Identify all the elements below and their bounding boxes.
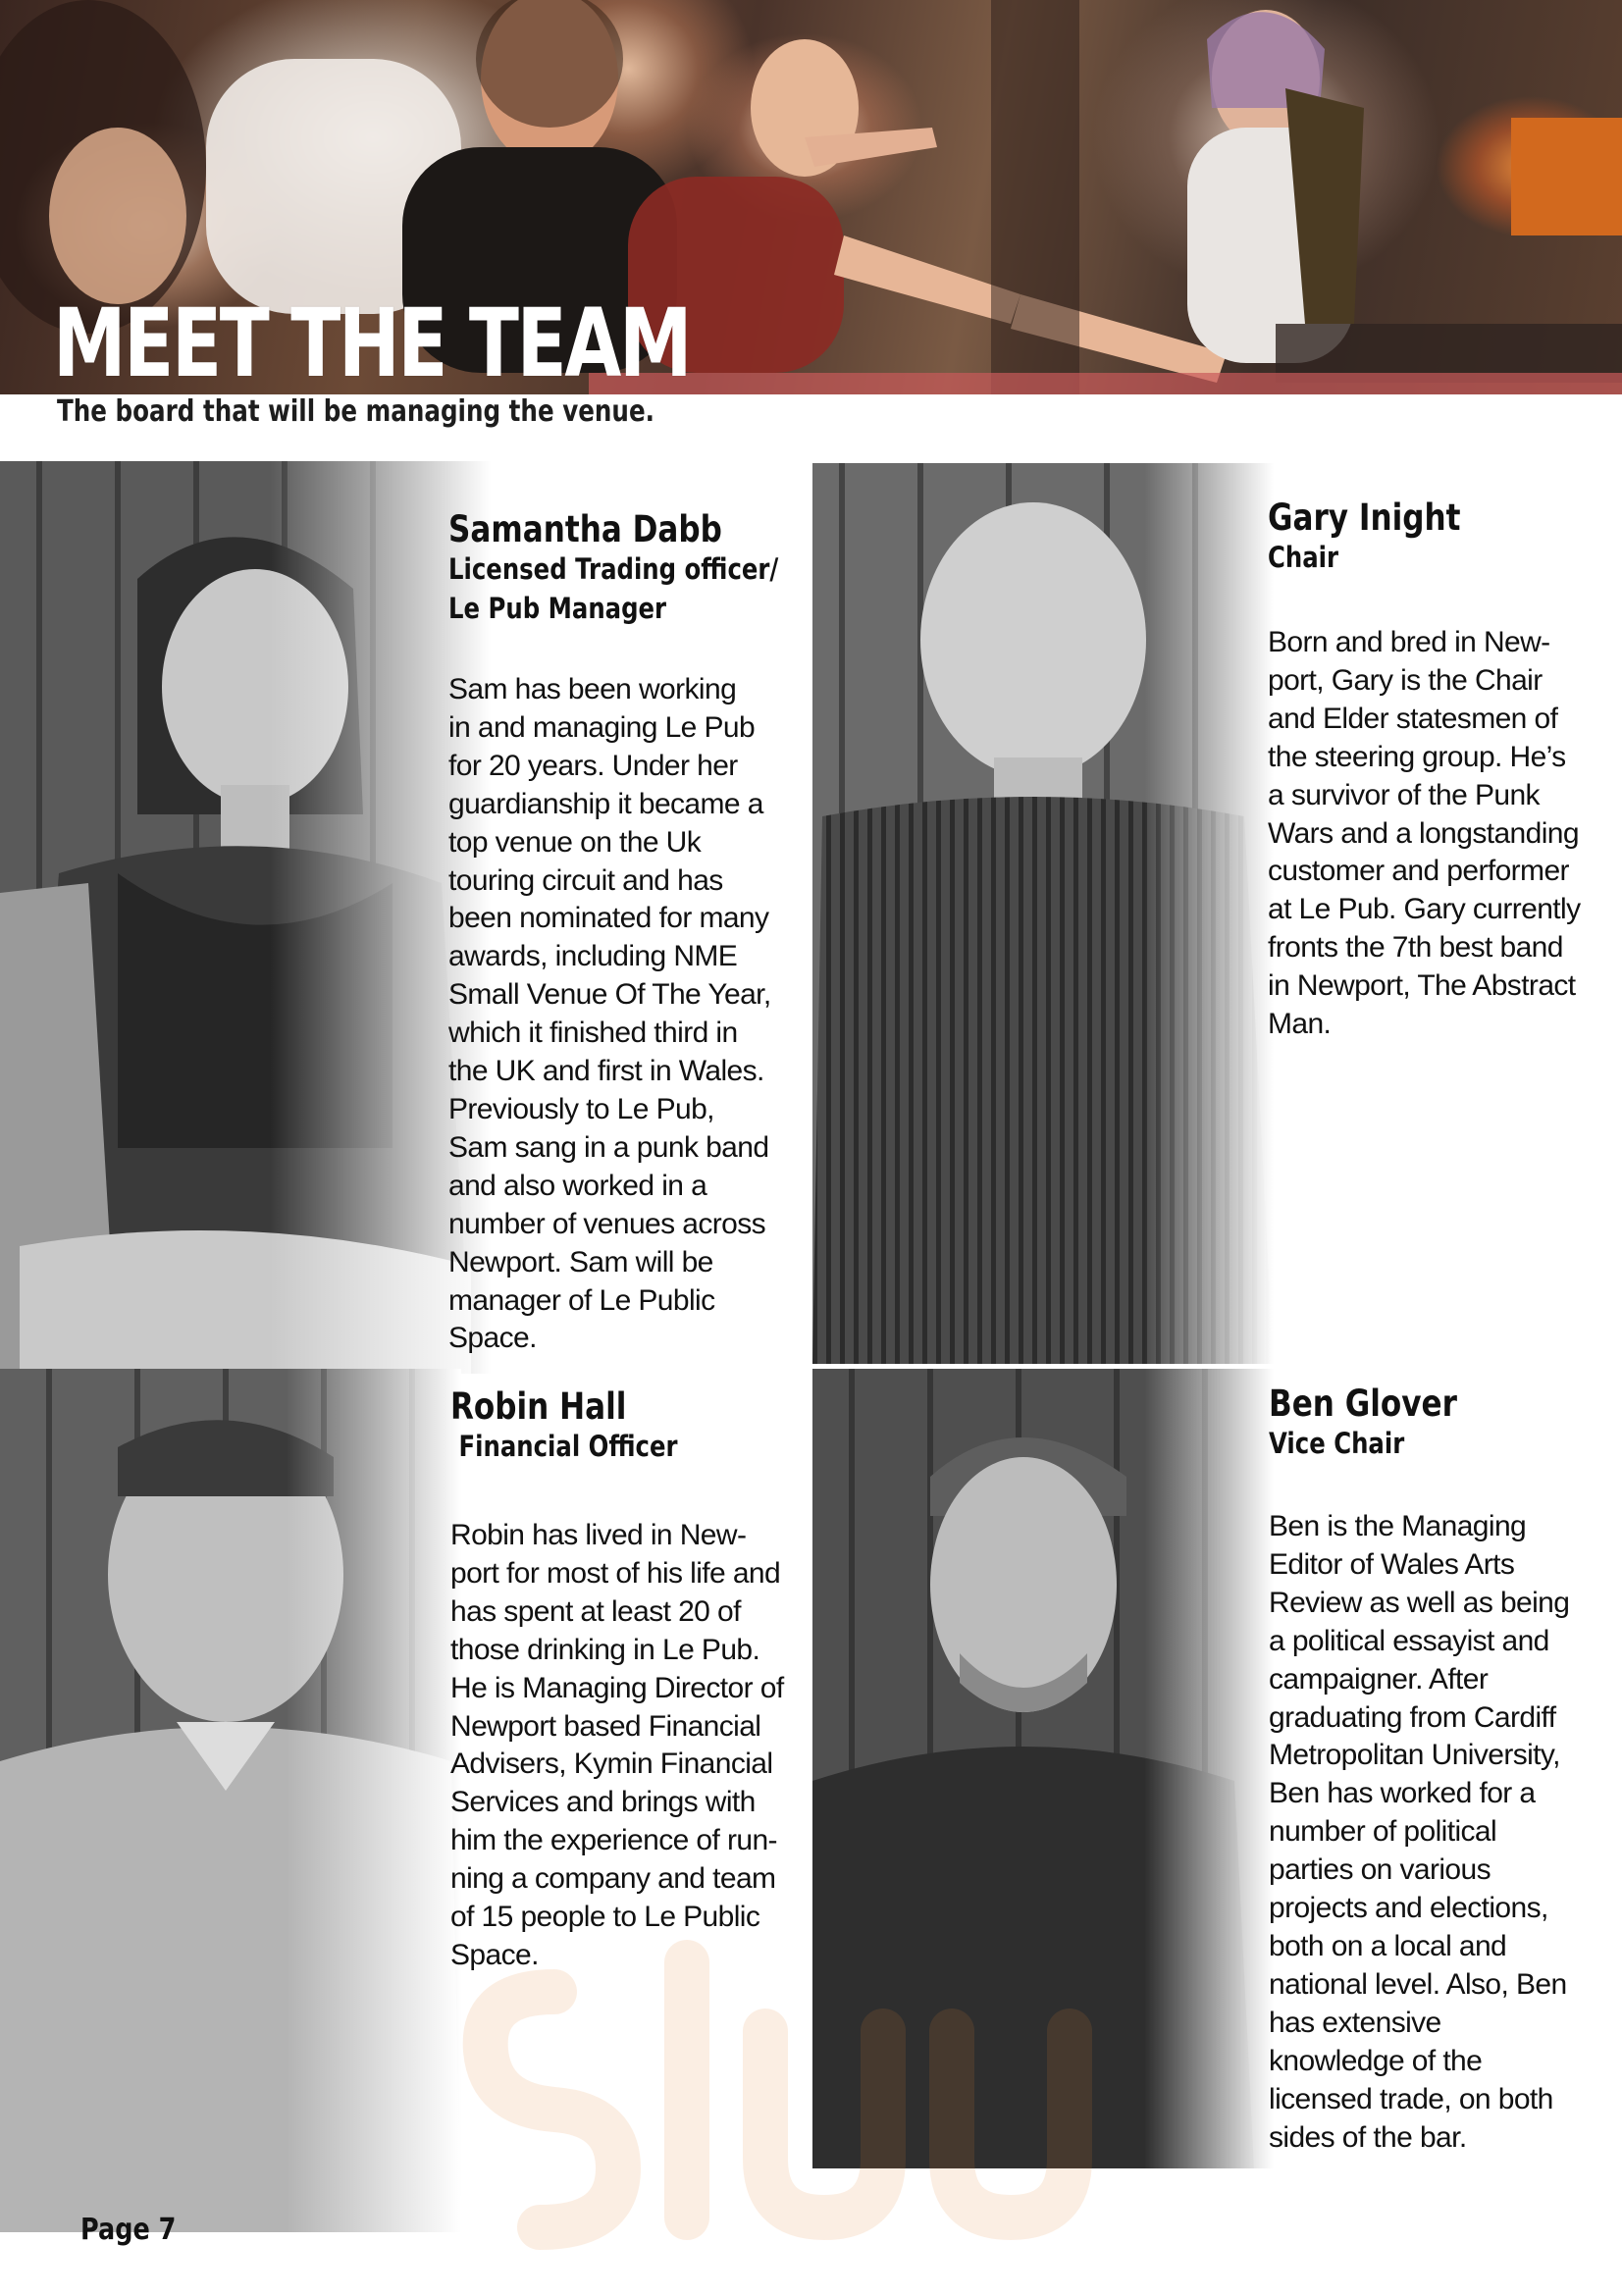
member-bio: Sam has been working in and managing Le Pub for 20 years. Under her guardianship it became a top venue on the Uk touring circuit and has been nominated for many awards, including NME Small Venue Of The Year, which it finished third in the UK and first in Wales. Previously to Le Pub, Sam sang in a punk band and also worked in a number of venues across Newport. Sam will be manager of Le Public Space. [448, 673, 771, 1355]
member-role: Financial Officer [450, 1430, 678, 1463]
member-bio: Ben is the Managing Editor of Wales Arts Review as well as being a political essayist and campaigner. After graduating from Cardiff Metropolitan University, Ben has worked for a number of political parties on various projects and elections, both on a local and national level. Also, Ben has extensive knowledge of the licensed trade, on both sides of the bar. [1269, 1510, 1570, 2154]
member-role: Chair [1268, 541, 1339, 574]
member-role: Licensed Trading officer/ [448, 552, 779, 586]
header-banner [0, 0, 1622, 394]
member-bio: Robin has lived in New- port for most of his life and has spent at least 20 of those drinking in Le Pub. He is Managing Director of Newport based Financial Advisers, Kymin Financial Services and brings with him the experience of run- ning a company and team of 15 people to Le Public Space. [450, 1519, 784, 1971]
page-title: MEET THE TEAM [53, 288, 691, 394]
member-role: Vice Chair [1269, 1427, 1405, 1460]
member-card-gary-inight [1268, 498, 1581, 1044]
member-card-samantha-dabb [448, 510, 841, 1358]
robin-hall-photo [0, 1369, 461, 2232]
page-subtitle: The board that will be managing the venue. [57, 394, 654, 429]
gary-inight-photo [812, 463, 1274, 1364]
member-name: Gary Inight [1268, 496, 1461, 539]
ben-glover-photo [812, 1369, 1274, 2168]
member-name: Ben Glover [1269, 1383, 1457, 1425]
page-number: Page 7 [80, 2213, 177, 2247]
member-bio: Born and bred in New- port, Gary is the Chair and Elder statesmen of the steering group. He’s a survivor of the Punk Wars and a longstanding customer and performer at Le Pub. Gary currently fronts the 7th best band in Newport, The Abstract Man. [1268, 626, 1581, 1041]
member-name: Samantha Dabb [448, 508, 722, 550]
member-role: Le Pub Manager [448, 592, 667, 625]
samantha-dabb-photo [0, 461, 491, 1374]
member-name: Robin Hall [450, 1385, 627, 1428]
member-card-ben-glover [1269, 1384, 1569, 2157]
member-card-robin-hall [450, 1387, 784, 1975]
